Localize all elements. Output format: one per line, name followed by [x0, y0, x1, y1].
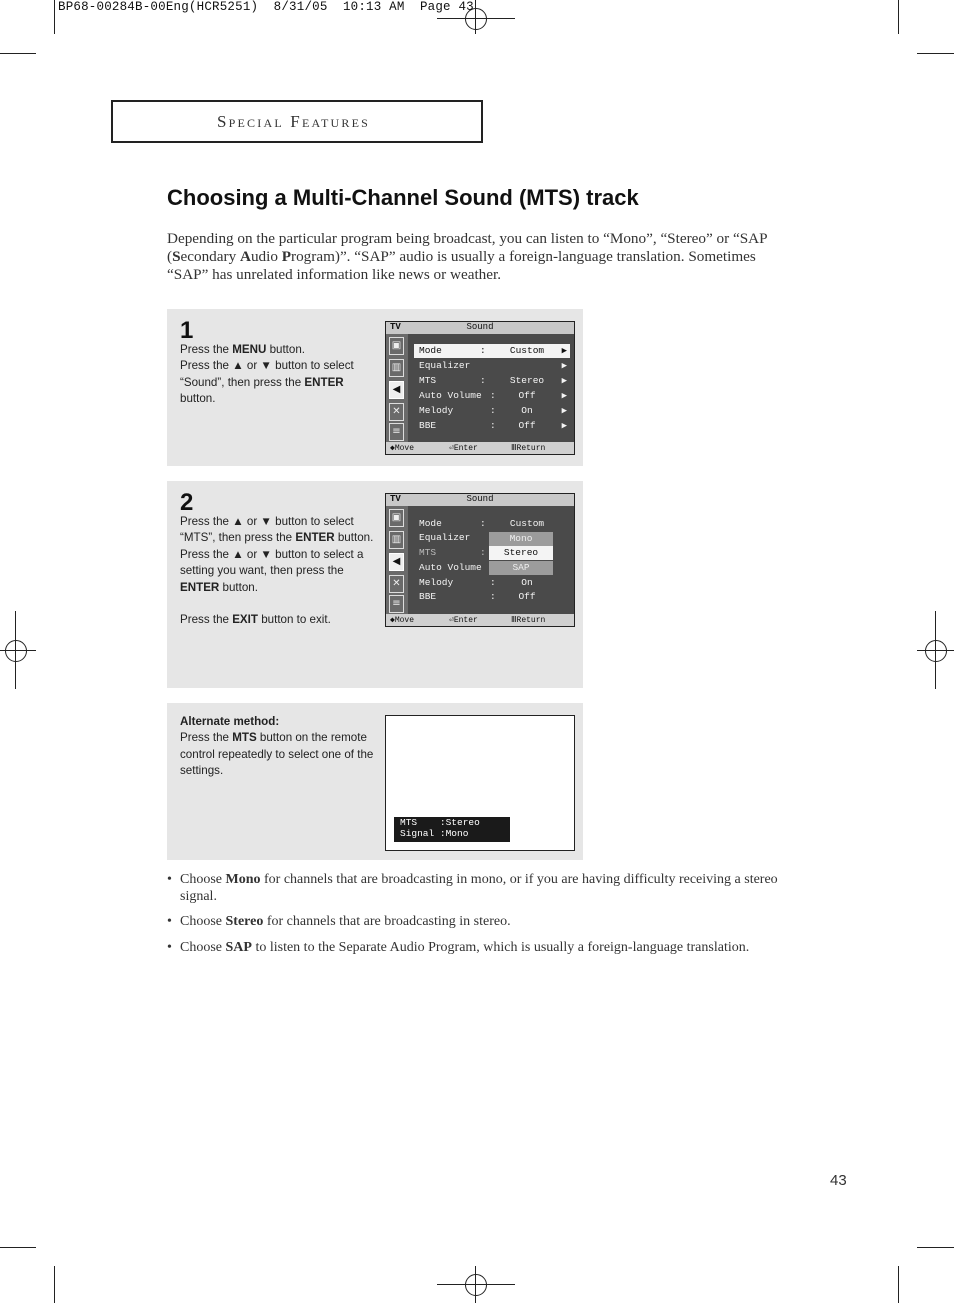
alternate-method-heading: Alternate method: — [180, 715, 280, 728]
osd-row-mode: Mode : Custom ▶ — [414, 344, 570, 358]
bullet-stereo: • Choose Stereo for channels that are broadcasting in stereo. — [167, 914, 787, 931]
move-hint: ◆Move — [390, 616, 415, 625]
crop-mark — [917, 1247, 954, 1248]
return-hint: ⅢReturn — [511, 616, 546, 625]
step-1-text: Press the MENU button. Press the ▲ or ▼ button to select “Sound”, then press the ENTER button. — [180, 343, 354, 406]
osd-title-bar — [386, 494, 574, 506]
osd-row-mode: Mode : Custom — [419, 518, 545, 529]
osd-row-auto-volume: Auto Volume : Off ▶ — [419, 390, 567, 401]
osd-row-equalizer: Equalizer ▶ — [419, 360, 567, 371]
osd-row-bbe: BBE : Off — [419, 591, 536, 602]
osd-row-melody: Melody : On ▶ — [419, 405, 567, 416]
enter-hint: ⏎Enter — [449, 444, 478, 453]
crop-mark — [917, 53, 954, 54]
osd-row-melody: Melody : On — [419, 577, 533, 588]
picture-icon: ▣ — [389, 509, 404, 527]
function-icon: ≡ — [389, 595, 404, 613]
mts-option-mono: Mono — [489, 532, 553, 546]
mts-menu-osd — [385, 493, 575, 627]
page-number: 43 — [830, 1172, 847, 1189]
page-title: Choosing a Multi-Channel Sound (MTS) track — [167, 185, 639, 210]
alternate-method-panel — [167, 703, 583, 860]
print-slug: BP68-00284B-00Eng(HCR5251) 8/31/05 10:13 AM Page 43 — [58, 0, 474, 14]
channel-icon: ▥ — [389, 531, 404, 549]
return-hint: ⅢReturn — [511, 444, 546, 453]
osd-row-equalizer: Equalizer — [419, 532, 471, 543]
tv-label: TV — [390, 322, 401, 332]
setup-icon: ✕ — [389, 403, 404, 421]
osd-row-mts: MTS : Stereo ▶ — [419, 375, 567, 386]
osd-row-mts: MTS : — [419, 547, 486, 558]
alternate-method-text: Alternate method: Press the MTS button on the remote control repeatedly to select one of the settings. — [180, 715, 374, 778]
crop-mark — [54, 1266, 55, 1303]
step-number: 2 — [180, 489, 194, 516]
crop-mark — [0, 1247, 36, 1248]
mts-status-display: MTS :Stereo Signal :Mono — [394, 817, 510, 842]
crop-mark — [54, 0, 55, 34]
step-1-panel — [167, 309, 583, 466]
osd-header: Sound — [466, 322, 494, 332]
bullet-sap: • Choose SAP to listen to the Separate Audio Program, which is usually a foreign-language translation. — [167, 940, 787, 957]
crop-mark — [898, 1266, 899, 1303]
sound-icon: ◀ — [389, 553, 404, 571]
osd-row-bbe: BBE : Off ▶ — [419, 420, 567, 431]
osd-sidebar — [386, 506, 408, 614]
move-hint: ◆Move — [390, 444, 415, 453]
step-2-text: Press the ▲ or ▼ button to select “MTS”, then press the ENTER button. Press the ▲ or ▼ button to select a setting you want, then press the ENTER button. Press the EXIT button to exit. — [180, 515, 374, 627]
osd-footer — [386, 442, 574, 454]
channel-icon: ▥ — [389, 359, 404, 377]
function-icon: ≡ — [389, 423, 404, 441]
tv-screen — [385, 715, 575, 851]
mts-option-stereo: Stereo — [489, 546, 553, 560]
osd-sidebar — [386, 334, 408, 442]
crop-mark — [0, 53, 36, 54]
setup-icon: ✕ — [389, 575, 404, 593]
intro-paragraph: Depending on the particular program being broadcast, you can listen to “Mono”, “Stereo” or “SAP (Secondary Audio Program)”. “SAP” audio is usually a foreign-language translation. Sometimes “SAP” has unrelated information like news or weather. — [167, 230, 768, 283]
step-number: 1 — [180, 317, 194, 344]
osd-title-bar — [386, 322, 574, 334]
section-title: Special Features — [217, 112, 371, 131]
osd-footer — [386, 614, 574, 626]
picture-icon: ▣ — [389, 337, 404, 355]
crop-mark — [898, 0, 899, 34]
tv-label: TV — [390, 494, 401, 504]
enter-hint: ⏎Enter — [449, 616, 478, 625]
section-header — [111, 100, 483, 143]
osd-row-auto-volume: Auto Volume — [419, 562, 482, 573]
step-2-panel — [167, 481, 583, 688]
sound-menu-osd — [385, 321, 575, 455]
sound-icon: ◀ — [389, 381, 404, 399]
mode-bullets — [167, 872, 787, 965]
osd-header: Sound — [466, 494, 494, 504]
bullet-mono: • Choose Mono for channels that are broadcasting in mono, or if you are having difficulty receiving a stereo signal. — [167, 872, 787, 905]
mts-option-sap: SAP — [489, 561, 553, 575]
